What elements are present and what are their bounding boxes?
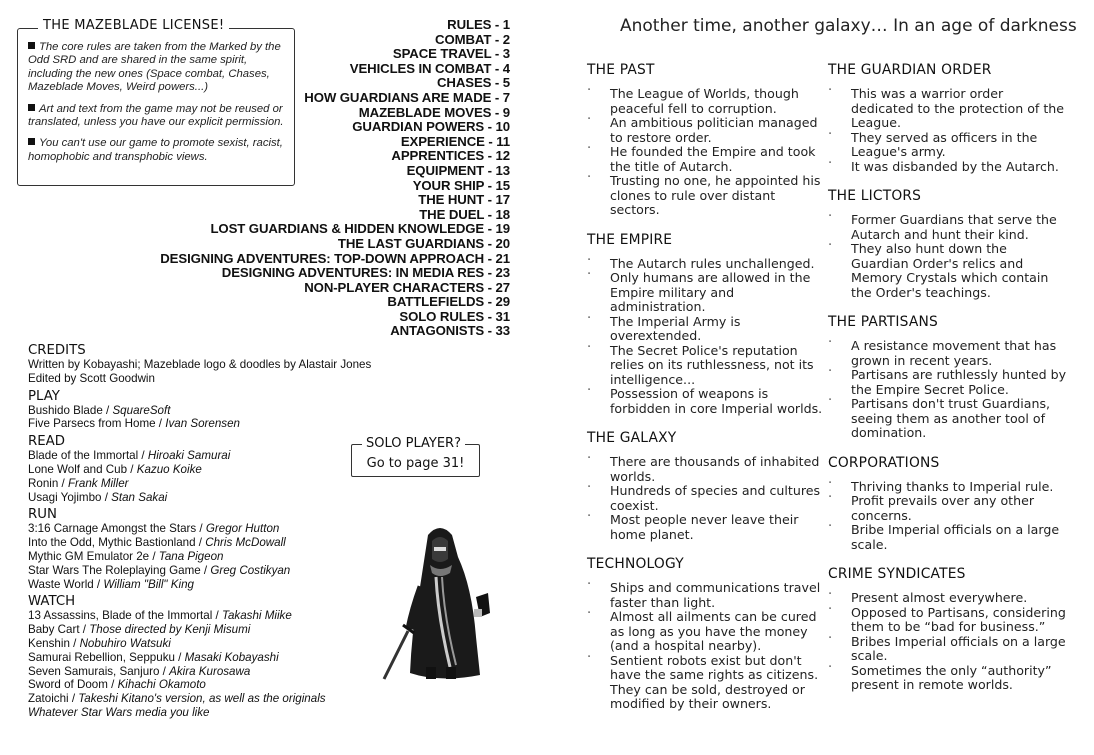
work-title: Ronin / [28,476,68,490]
credits-heading: CREDITS [28,343,86,358]
toc-entry: COMBAT - 2 [435,31,510,47]
work-author: Takashi Miike [221,609,292,623]
solo-player-title: SOLO PLAYER? [362,436,465,451]
bullet-item: · Former Guardians that serve the Autarch and hunt their kind. [828,213,1068,242]
bullet-item: · They also hunt down the Guardian Order's relics and Memory Crystals which contain the Order's teachings. [828,242,1068,300]
toc-entry: YOUR SHIP - 15 [412,177,510,193]
play-heading: PLAY [28,388,60,404]
work-title: Five Parsecs from Home / [28,417,166,431]
toc-entry: CHASES - 5 [436,75,510,91]
license-item-text: You can't use our game to promote sexist, racist, homophobic and transphobic views. [28,137,283,163]
toc-entry: SPACE TRAVEL - 3 [392,46,510,62]
section-heading-the-galaxy: THE GALAXY [587,430,677,446]
solo-player-text: Go to page 31! [366,456,465,471]
bullet-item: · Sometimes the only “authority” present in remote worlds. [828,664,1068,693]
work-title: Baby Cart / [28,623,90,637]
bullet-list [587,257,827,417]
work-title: Star Wars The Roleplaying Game / [28,563,211,577]
bullet-list [828,591,1068,693]
bullet-item: · It was disbanded by the Autarch. [828,160,1068,175]
bullet-item: · He founded the Empire and took the title of Autarch. [587,145,827,174]
run-heading: RUN [28,507,57,523]
work-author: Frank Miller [67,476,129,490]
work-author: Masaki Kobayashi [184,650,279,664]
guardian-doodle-icon [380,517,500,687]
bullet-item: · Partisans don't trust Guardians, seeing them as another tool of domination. [828,397,1068,441]
bullet-item: · The League of Worlds, though peaceful fell to corruption. [587,87,827,116]
lore-column-right [828,63,1068,693]
solo-player-box [351,436,480,477]
work-title: Zatoichi / [28,692,79,706]
play-entry [28,404,498,418]
work-title: Waste World / [28,577,104,591]
bullet-list [828,87,1068,174]
section-heading-corporations: CORPORATIONS [828,454,940,471]
bullet-item: · Only humans are allowed in the Empire military and administration. [587,271,827,315]
toc-entry: VEHICLES IN COMBAT - 4 [349,60,510,76]
toc-entry: DESIGNING ADVENTURES: TOP-DOWN APPROACH - 21 [160,250,510,266]
work-title: Bushido Blade / [28,403,113,417]
page-tagline: Another time, another galaxy… In an age of darkness [620,16,1077,36]
work-author: Kazuo Koike [136,462,202,476]
work-author: Takeshi Kitano's version, as well as the originals [78,692,326,706]
work-title: Blade of the Immortal / [28,449,148,463]
bullet-list [587,455,827,542]
lore-column-left [587,63,827,712]
toc-entry: THE HUNT - 17 [418,192,510,208]
bullet-item: · There are thousands of inhabited worlds. [587,455,827,484]
bullet-item: · Sentient robots exist but don't have the same rights as citizens. They can be sold, destroyed or modified by their owners. [587,654,827,712]
credits-line: Written by Kobayashi; Mazeblade logo & doodles by Alastair Jones [28,358,372,371]
bullet-item: · Present almost everywhere. [828,591,1068,606]
section-heading-the-empire: THE EMPIRE [587,231,673,248]
bullet-item: · Profit prevails over any other concerns. [828,494,1068,523]
work-title: 13 Assassins, Blade of the Immortal / [28,609,222,623]
work-author: Chris McDowall [205,536,286,550]
toc-entry: MAZEBLADE MOVES - 9 [358,104,510,120]
square-bullet-icon [28,104,35,111]
license-item-text: Art and text from the game may not be reused or translated, unless you have our explicit permission. [28,102,284,129]
bullet-item: · Bribe Imperial officials on a large scale. [828,523,1068,552]
toc-entry: LOST GUARDIANS & HIDDEN KNOWLEDGE - 19 [210,221,510,237]
work-author: Akira Kurosawa [169,664,251,678]
toc-entry: THE LAST GUARDIANS - 20 [337,235,510,251]
work-title: Sword of Doom / [28,678,118,692]
bullet-item: · Opposed to Partisans, considering them to be “bad for business.” [828,606,1068,635]
bullet-item: · An ambitious politician managed to restore order. [587,116,827,145]
bullet-item: · Possession of weapons is forbidden in core Imperial worlds. [587,387,827,416]
work-author: Kihachi Okamoto [117,678,206,692]
work-author: Ivan Sorensen [165,417,240,431]
read-heading: READ [28,434,65,450]
section-heading-crime-syndicates: CRIME SYNDICATES [828,566,966,582]
bullet-item: · Trusting no one, he appointed his clones to rule over distant sectors. [587,174,827,218]
toc-entry: RULES - 1 [447,17,510,32]
bullet-item: · Partisans are ruthlessly hunted by the Empire Secret Police. [828,368,1068,397]
toc-entry: NON-PLAYER CHARACTERS - 27 [304,279,510,295]
work-author: Whatever Star Wars media you like [28,705,210,719]
toc-entry: APPRENTICES - 12 [391,148,510,164]
bullet-item: · Hundreds of species and cultures coexist. [587,484,827,513]
toc-entry: THE DUEL - 18 [419,206,510,222]
section-heading-technology: TECHNOLOGY [587,556,684,572]
section-heading-the-partisans: THE PARTISANS [828,314,938,330]
bullet-list [587,581,827,712]
credits-line: Edited by Scott Goodwin [28,371,155,385]
toc-entry: EXPERIENCE - 11 [400,133,510,149]
work-author: Nobuhiro Watsuki [79,636,171,650]
work-author: Tana Pigeon [158,549,224,563]
bullet-item: · Most people never leave their home planet. [587,513,827,542]
bullet-item: · The Imperial Army is overextended. [587,315,827,344]
work-title: Lone Wolf and Cub / [28,462,137,476]
toc-entry: ANTAGONISTS - 33 [390,323,510,339]
toc-entry: GUARDIAN POWERS - 10 [352,119,510,135]
bullet-item: · They served as officers in the League's army. [828,131,1068,160]
section-heading-the-lictors: THE LICTORS [828,188,922,204]
work-title: Samurai Rebellion, Seppuku / [28,650,185,664]
toc-entry: SOLO RULES - 31 [399,308,510,324]
work-author: SquareSoft [112,403,171,417]
toc-entry: DESIGNING ADVENTURES: IN MEDIA RES - 23 [221,265,510,281]
work-title: 3:16 Carnage Amongst the Stars / [28,522,206,536]
watch-entry [28,706,498,720]
work-title: Mythic GM Emulator 2e / [28,549,159,563]
toc-entry: HOW GUARDIANS ARE MADE - 7 [304,89,510,105]
bullet-list [828,213,1068,300]
bullet-item: · This was a warrior order dedicated to the protection of the League. [828,87,1068,131]
square-bullet-icon [28,42,35,49]
square-bullet-icon [28,138,35,145]
work-author: Gregor Hutton [205,522,280,536]
work-author: Hiroaki Samurai [147,449,231,463]
license-title: THE MAZEBLADE LICENSE! [38,18,229,33]
watch-heading: WATCH [28,594,76,610]
watch-entry [28,692,498,706]
work-author: William "Bill" King [103,577,194,591]
work-author: Greg Costikyan [210,563,291,577]
table-of-contents [160,18,510,339]
bullet-item: · The Secret Police's reputation relies on its ruthlessness, not its intelligence... [587,344,827,388]
play-entry [28,417,498,431]
bullet-item: · A resistance movement that has grown in recent years. [828,339,1068,368]
bullet-item: · Ships and communications travel faster than light. [587,581,827,610]
bullet-item: · Bribes Imperial officials on a large scale. [828,635,1068,664]
bullet-item: · Almost all ailments can be cured as long as you have the money (and a hospital nearby). [587,610,827,654]
license-item-text: The core rules are taken from the Marked by the Odd SRD and are shared in the same spirit, including the new ones (Space combat, Chases, Mazeblade Moves, Weird powers...) [28,41,281,94]
work-author: Those directed by Kenji Misumi [89,623,251,637]
toc-entry: BATTLEFIELDS - 29 [387,294,510,310]
section-heading-the-past: THE PAST [587,62,655,78]
read-entry [28,477,498,491]
bullet-list [828,480,1068,553]
work-title: Usagi Yojimbo / [28,490,112,504]
bullet-list [828,339,1068,441]
read-entry [28,491,498,505]
bullet-item: · The Autarch rules unchallenged. [587,257,827,272]
work-title: Into the Odd, Mythic Bastionland / [28,536,206,550]
toc-entry: EQUIPMENT - 13 [406,162,510,178]
work-author: Stan Sakai [111,490,168,504]
work-title: Kenshin / [28,636,80,650]
bullet-list [587,87,827,218]
section-heading-the-guardian-order: THE GUARDIAN ORDER [828,62,992,78]
bullet-item: · Thriving thanks to Imperial rule. [828,480,1068,495]
work-title: Seven Samurais, Sanjuro / [28,664,170,678]
